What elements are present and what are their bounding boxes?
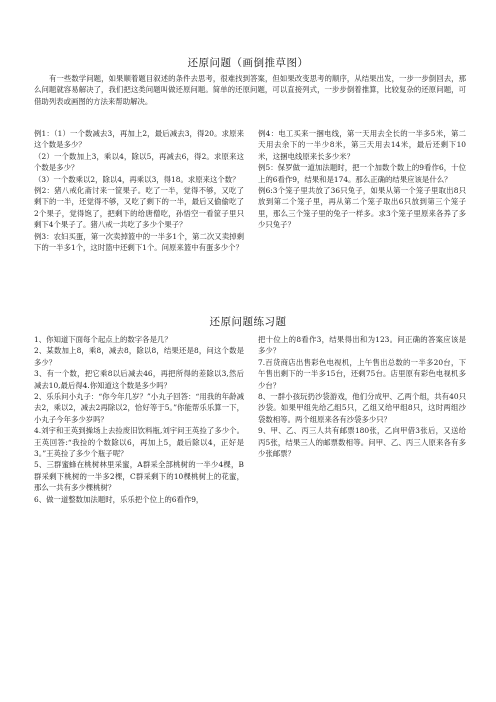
example-paragraph: 例6:3个笼子里共放了36只兔子，如果从第一个笼子里取出8只放到第二个笼子里，再从第二个笼子取出6只放到第三个笼子里，那么三个笼子里的兔子一样多。求3个笼子里原来各养了多少只兔子？ xyxy=(258,186,466,230)
section-title: 还原问题练习题 xyxy=(209,316,287,328)
exercise-paragraph: 6、做一道整数加法题时，乐乐把个位上的6看作9， xyxy=(34,494,204,504)
exercise-paragraph: 4.刘宇和王英到操场上去捡废旧饮料瓶,刘宇问王英捡了多少个。王英回答:“我捡的个数除以6，再加上5，最后除以4，正好是3。”王英捡了多少个瓶子呢？ xyxy=(34,426,244,459)
example-paragraph: 例4：电工买来一捆电线，第一天用去全长的一半多5米，第二天用去余下的一半少8米，第三天用去14米，最后还剩下10米，这捆电线原来长多少米？ xyxy=(258,129,466,161)
exercise-paragraph: 1、你知道下面每个起点上的数字各是几？ xyxy=(34,335,172,344)
exercises-right-column xyxy=(258,334,466,459)
exercise-paragraph: 9、甲、乙、丙三人共有邮票180张，乙向甲借3张后，又送给丙5张，结果三人的邮票数相等。问甲、乙、丙三人原来各有多少张邮票？ xyxy=(258,426,466,459)
example-paragraph: （3）一个数乘以2，除以4，再乘以3，得18。求原来这个数？ xyxy=(34,174,240,184)
page-title: 还原问题（画倒推草图） xyxy=(187,57,309,69)
exercise-paragraph: 5、三群蜜蜂在桃树林里采蜜，A群采全部桃树的一半少4棵，B群采剩下桃树的一半多2棵，C群采剩下的10棵桃树上的花蜜，那么一共有多少棵桃树？ xyxy=(34,460,244,493)
intro-paragraph: 有一些数学问题，如果顺着题目叙述的条件去思考，很难找到答案，但如果改变思考的顺序，从结果出发，一步一步倒回去，那么问题就容易解决了，我们把这类问题叫做还原问题。简单的还原问题，可以直接列式，一步步倒着推算，比较复杂的还原问题，可借助列表或画图的方法来帮助解决。 xyxy=(34,74,466,106)
examples-left-column xyxy=(34,128,244,253)
exercise-paragraph: 7.百货商店出售彩色电视机，上午售出总数的一半多20台，下午售出剩下的一半多15台，还剩75台。店里原有彩色电视机多少台？ xyxy=(258,357,466,390)
example-paragraph: 例1：（1）一个数减去3，再加上2，最后减去3，得20。求原来这个数是多少？ xyxy=(34,129,244,150)
exercise-paragraph: 2、某数加上8，乘8，减去8，除以8，结果还是8，问这个数是多少？ xyxy=(34,346,244,367)
example-paragraph: 例3：农妇买蛋，第一次卖掉篮中的一半多1个，第二次又卖掉剩下的一半多1个，这时篮中还剩下1个。问原来篮中有蛋多少个？ xyxy=(34,231,244,253)
examples-right-column xyxy=(258,128,466,231)
exercises-left-column xyxy=(34,334,244,505)
exercise-paragraph: 把十位上的8看作3，结果得出和为123。问正确的答案应该是多少？ xyxy=(258,335,466,356)
exercise-paragraph: 8、一群小孩玩扔沙袋游戏，他们分成甲、乙两个组，共有40只沙袋。如果甲组先给乙组5只，乙组又给甲组8只，这时两组沙袋数相等。两个组原来各有沙袋多少只？ xyxy=(258,392,466,424)
example-paragraph: （2）一个数加上3，乘以4，除以5，再减去6，得2。求原来这个数是多少？ xyxy=(34,151,244,173)
exercise-paragraph: 2、乐乐问小丸子：“你今年几岁？”小丸子回答：“用我的年龄减去2，乘以2，减去2再除以2，恰好等于5。”你能帮乐乐算一下，小丸子今年多少岁吗？ xyxy=(34,392,244,424)
exercise-paragraph: 3、有一个数，把它乘8以后减去46，再把所得的差除以3,然后减去10,最后得4.你知道这个数是多少吗？ xyxy=(34,369,244,390)
example-paragraph: 例5：保罗做一道加法题时，把一个加数个数上的9看作6，十位上的6看作9，结果和是174。那么正确的结果应该是什么？ xyxy=(258,163,466,184)
example-paragraph: 例2：猪八戒化斋讨来一筐果子。吃了一半，觉得不够，又吃了剩下的一半，还觉得不够，又吃了剩下的一半，最后又偷偷吃了2个果子，觉得饱了，把剩下的给唐僧吃，孙悟空一看筐子里只剩下4个果子了。猪八戒一共吃了多少个果子？ xyxy=(34,186,244,230)
